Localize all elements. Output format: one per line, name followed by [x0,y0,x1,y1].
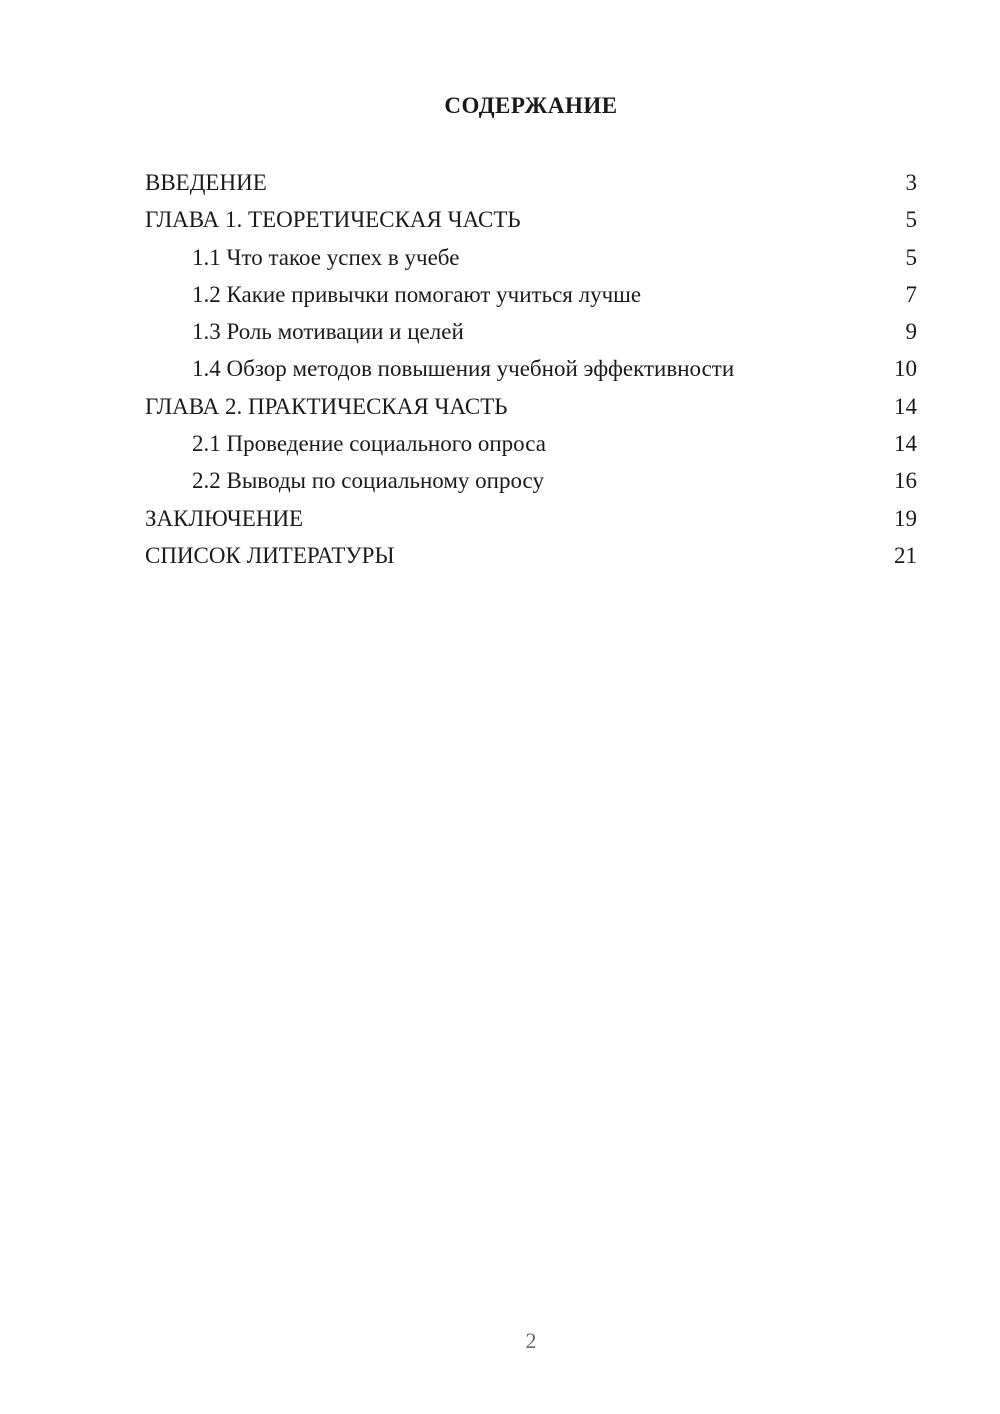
toc-entry-label: ЗАКЛЮЧЕНИЕ [145,505,304,531]
toc-entry-label: 2.1 Проведение социального опроса [192,431,546,457]
footer-page-number: 2 [525,1328,537,1353]
toc-entry-page: 9 [905,319,917,345]
toc-entry-page: 14 [894,431,917,457]
toc-entry-page: 19 [894,505,917,531]
toc-entry-label: ГЛАВА 2. ПРАКТИЧЕСКАЯ ЧАСТЬ [145,393,508,419]
page-title: СОДЕРЖАНИЕ [444,93,618,118]
toc-entry [145,201,917,238]
toc-entry-label: СПИСОК ЛИТЕРАТУРЫ [145,542,395,568]
toc-entry [145,388,917,425]
toc-entry [145,239,917,276]
toc-entry-page: 10 [894,356,917,382]
toc-entry-label: ГЛАВА 1. ТЕОРЕТИЧЕСКАЯ ЧАСТЬ [145,207,521,233]
toc-entry [145,537,917,574]
toc-entry-page: 3 [905,170,917,195]
toc-entry [145,500,917,537]
toc-entry [145,164,917,201]
toc-entry-page: 5 [905,244,917,270]
toc-entry-label: 1.4 Обзор методов повышения учебной эффективности [192,356,735,382]
toc-entry-page: 7 [905,281,917,307]
toc-entry-label: 2.2 Выводы по социальному опросу [192,468,544,494]
toc-entry [145,350,917,387]
toc-entry [145,276,917,313]
toc-entry [145,425,917,462]
toc-entry-label: 1.2 Какие привычки помогают учиться лучше [192,281,642,307]
toc-entry-page: 14 [894,393,917,419]
toc-entry-label: 1.1 Что такое успех в учебе [192,244,460,270]
toc-entry-page: 21 [894,542,917,568]
toc-entry-label: ВВЕДЕНИЕ [145,170,267,195]
toc-entry-page: 5 [905,207,917,233]
toc-entry [145,462,917,499]
toc-entry-label: 1.3 Роль мотивации и целей [192,319,464,345]
toc-entry [145,313,917,350]
toc-entry-page: 16 [894,468,917,494]
table-of-contents [145,164,917,574]
